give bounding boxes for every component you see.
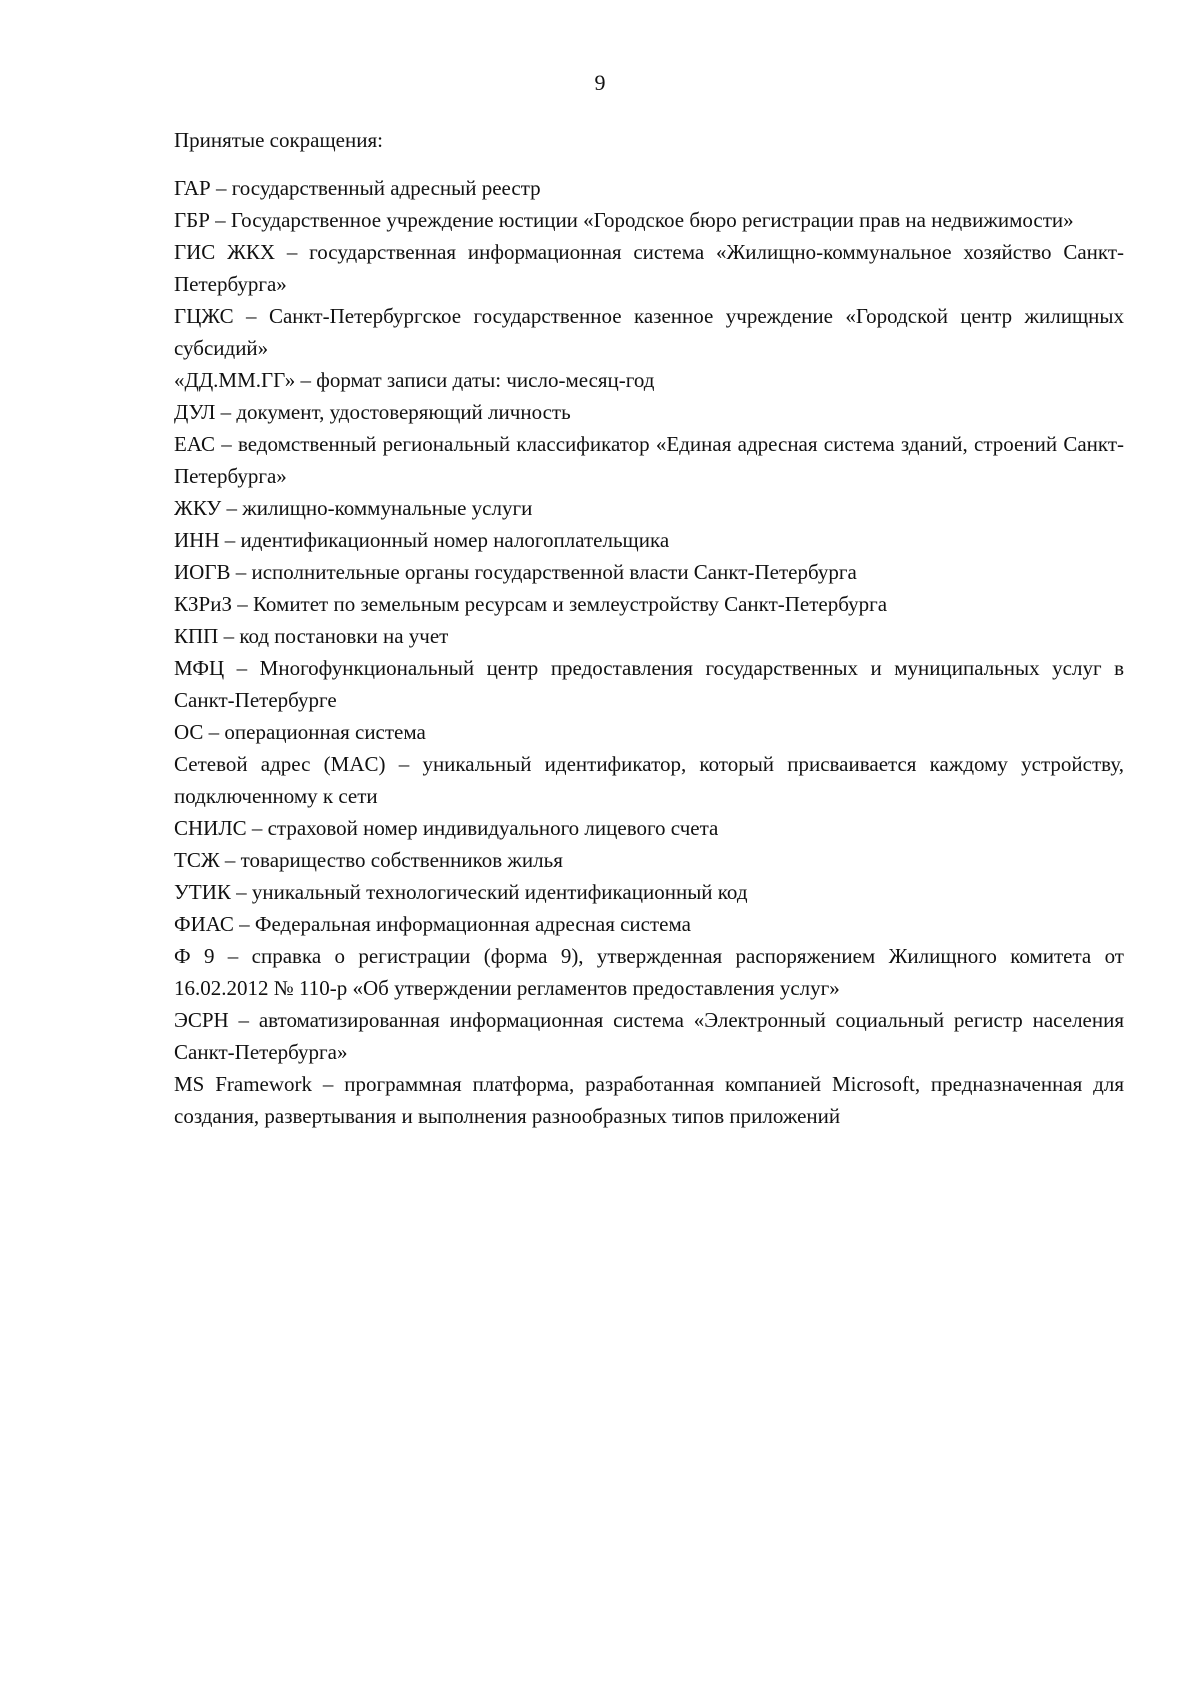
abbreviation-entry: ТСЖ – товарищество собственников жилья	[174, 848, 563, 872]
abbreviation-entry: ОС – операционная система	[174, 720, 426, 744]
abbreviation-entry: УТИК – уникальный технологический идентификационный код	[174, 880, 748, 904]
abbreviation-entry: ИНН – идентификационный номер налогоплательщика	[174, 528, 670, 552]
abbreviation-entry: ДУЛ – документ, удостоверяющий личность	[174, 400, 571, 424]
abbreviation-entry: ЖКУ – жилищно-коммунальные услуги	[174, 496, 533, 520]
abbreviation-entry: СНИЛС – страховой номер индивидуального лицевого счета	[174, 816, 719, 840]
abbreviation-entry: МФЦ – Многофункциональный центр предоставления государственных и муниципальных услуг в Санкт-Петербурге	[174, 656, 1124, 712]
abbreviation-entry: ИОГВ – исполнительные органы государственной власти Санкт-Петербурга	[174, 560, 857, 584]
abbreviation-entry: ГАР – государственный адресный реестр	[174, 176, 541, 200]
abbreviation-entry: ГИС ЖКХ – государственная информационная система «Жилищно-коммунальное хозяйство Санкт-Петербурга»	[174, 240, 1124, 296]
abbreviation-entry: КЗРиЗ – Комитет по земельным ресурсам и землеустройству Санкт-Петербурга	[174, 592, 888, 616]
abbreviation-entry: ЭСРН – автоматизированная информационная система «Электронный социальный регистр населения Санкт-Петербурга»	[174, 1008, 1124, 1064]
abbreviation-entry: ЕАС – ведомственный региональный классификатор «Единая адресная система зданий, строений Санкт-Петербурга»	[174, 432, 1124, 488]
abbreviation-entry: «ДД.ММ.ГГ» – формат записи даты: число-месяц-год	[174, 368, 655, 392]
abbreviation-entry: ГБР – Государственное учреждение юстиции «Городское бюро регистрации прав на недвижимости»	[174, 208, 1074, 232]
abbreviations-heading: Принятые сокращения:	[174, 128, 383, 152]
abbreviation-entry: Сетевой адрес (MAC) – уникальный идентификатор, который присваивается каждому устройству, подключенному к сети	[174, 752, 1124, 808]
abbreviation-entry: Ф 9 – справка о регистрации (форма 9), утвержденная распоряжением Жилищного комитета от 16.02.2012 № 110-р «Об утверждении регламентов предоставления услуг»	[174, 944, 1124, 1000]
abbreviation-entry: MS Framework – программная платформа, разработанная компанией Microsoft, предназначенная для создания, развертывания и выполнения разнообразных типов приложений	[174, 1072, 1124, 1128]
page-number: 9	[594, 70, 606, 95]
abbreviation-entry: КПП – код постановки на учет	[174, 624, 449, 648]
abbreviation-entry: ГЦЖС – Санкт-Петербургское государственное казенное учреждение «Городской центр жилищных субсидий»	[174, 304, 1124, 360]
abbreviation-entry: ФИАС – Федеральная информационная адресная система	[174, 912, 691, 936]
abbreviations-list	[174, 172, 1124, 1132]
